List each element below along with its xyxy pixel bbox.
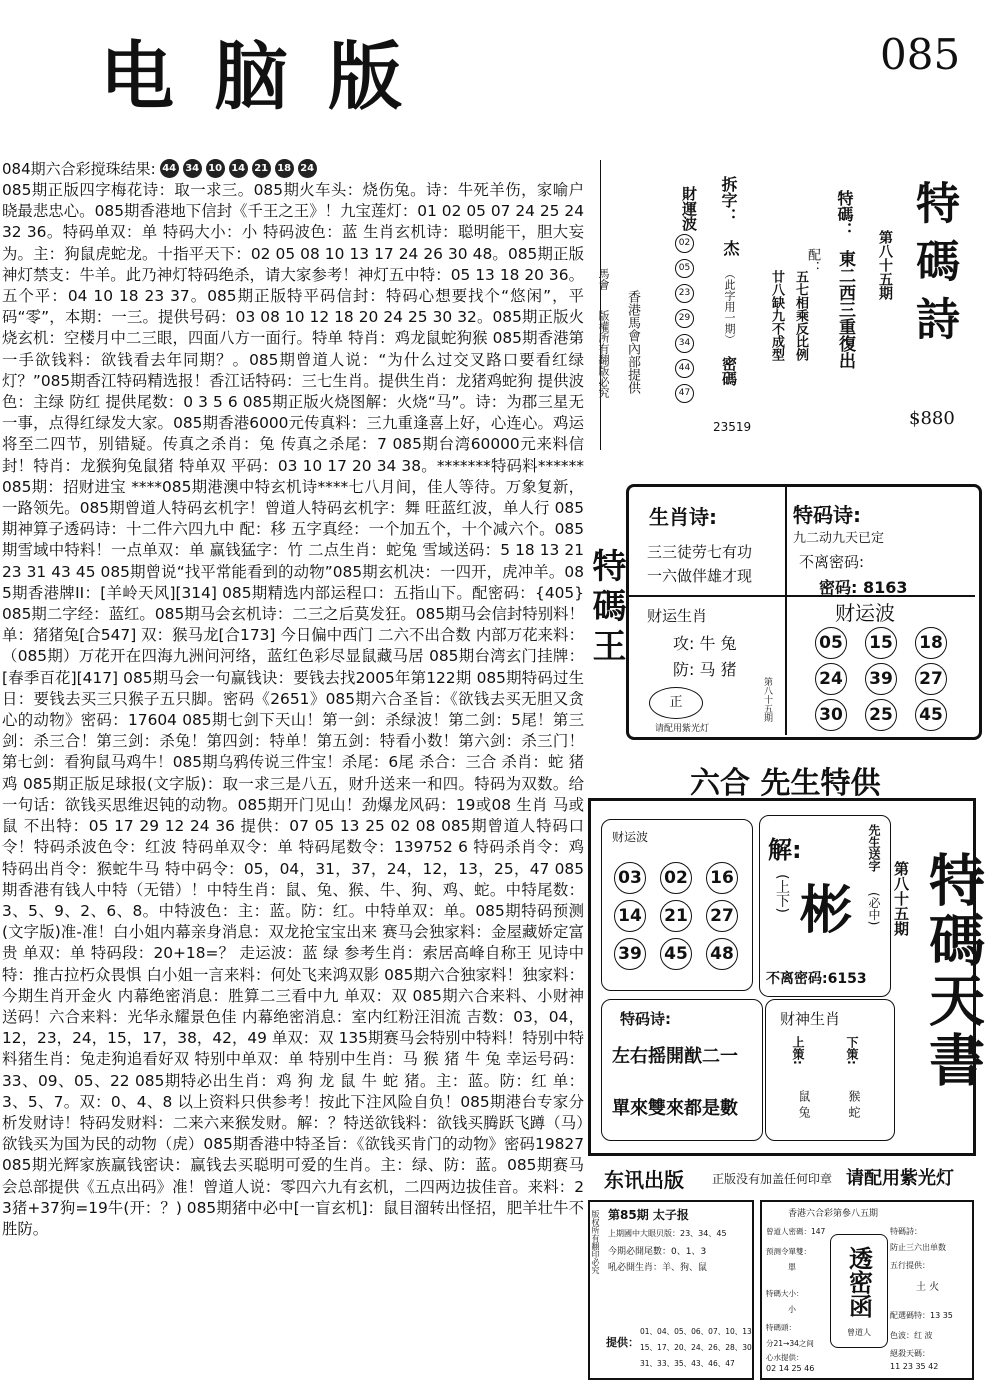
wave-num: 18 xyxy=(915,627,947,659)
shengxiao-line-1: 三三徒劳七有功 xyxy=(647,543,753,561)
liuhe-num: 16 xyxy=(706,862,738,894)
footer-lamp: 请配用紫光灯 xyxy=(846,1168,954,1189)
result-ball: 10 xyxy=(206,159,225,178)
touming-r1: 特碼詩： xyxy=(890,1227,922,1236)
result-ball: 21 xyxy=(252,159,271,178)
wave-num: 15 xyxy=(865,627,897,659)
touming-l1: 曾道人密碼：147 xyxy=(766,1227,826,1236)
wealth-num: 02 xyxy=(675,234,694,253)
footer-notice: 正版没有加盖任何印章 xyxy=(712,1172,833,1186)
pei-text-2: 廿八缺九不成型 xyxy=(769,270,784,361)
temawang-side-title: 特碼王 xyxy=(586,548,626,668)
liuhe-poem-line-1: 左右摇開猷二一 xyxy=(612,1046,738,1067)
liuhe-banner: 六合 先生特供 xyxy=(690,766,881,801)
fortune-defend: 防: 马 猪 xyxy=(673,660,737,679)
jie-note: (上下) xyxy=(774,874,790,913)
wealth-nums xyxy=(675,234,699,403)
shengxiao-line-2: 一六做伴雄才现 xyxy=(647,567,753,585)
liuhe-num: 48 xyxy=(706,938,738,970)
wealth-num: 23 xyxy=(675,284,694,303)
tema-label: 特碼： xyxy=(835,190,854,238)
wave-num: 27 xyxy=(915,663,947,695)
jie-label: 解: xyxy=(768,836,802,864)
touming-l3: 特碼大小： xyxy=(766,1289,804,1298)
liuhe-big-title: 特碼天書 xyxy=(920,851,986,1091)
touming-l6: 心水提供： xyxy=(766,1353,804,1362)
poem-title: 特碼詩 xyxy=(908,180,959,354)
seal xyxy=(649,687,703,719)
wave-title: 财运波 xyxy=(835,601,895,625)
result-ball: 18 xyxy=(275,159,294,178)
provider-text: 香港馬會內部提供 xyxy=(625,290,640,394)
wave-num: 30 xyxy=(815,699,847,731)
wealth-num: 29 xyxy=(675,309,694,328)
touming-l2v: 單 xyxy=(788,1263,796,1272)
wave-num: 24 xyxy=(815,663,847,695)
tema-line-2: 不离密码: xyxy=(799,553,865,571)
touming-r6: 絕殺天碼： xyxy=(890,1349,930,1358)
pei-text-1: 五七相乘反比例 xyxy=(793,270,808,361)
shengxiao-panel xyxy=(629,487,787,597)
touming-l5: 分21→34之间 xyxy=(766,1339,814,1348)
liuhe-num: 03 xyxy=(614,862,646,894)
must-label: (必中) xyxy=(867,892,881,926)
touming-r3: 五行提供： xyxy=(890,1261,930,1270)
chaizi-label: 拆字： xyxy=(719,176,738,224)
liuhe-num: 27 xyxy=(706,900,738,932)
wave-num: 45 xyxy=(915,699,947,731)
liuhe-wealth-label: 财运波 xyxy=(612,830,649,844)
liuhe-num: 39 xyxy=(614,938,646,970)
chaizi-suffix: 密碼 xyxy=(720,356,738,386)
wave-num: 39 xyxy=(865,663,897,695)
side-mahui: 馬會 xyxy=(597,268,610,290)
temawang-issue: 第八十五期 xyxy=(762,677,772,722)
result-ball: 34 xyxy=(183,159,202,178)
poem-price: $880 xyxy=(909,408,955,429)
touming-r6v: 11 23 35 42 xyxy=(890,1362,939,1371)
god-title: 财神生肖 xyxy=(780,1010,841,1028)
touming-r3v: 土 火 xyxy=(916,1282,940,1293)
fortune-title: 财运生肖 xyxy=(647,607,708,625)
publisher: 东讯出版 xyxy=(604,1168,684,1192)
liuhe-num: 21 xyxy=(660,900,692,932)
temawang-note: 请配用紫光灯 xyxy=(655,724,710,734)
touming-box xyxy=(760,1200,974,1380)
touming-l2: 预测令單雙： xyxy=(766,1247,811,1256)
jie-panel xyxy=(759,815,891,997)
wealth-num: 47 xyxy=(675,384,694,403)
chaizi-char: 杰 xyxy=(721,240,740,256)
poem-code: 23519 xyxy=(713,420,752,434)
issue-number: 085 xyxy=(880,30,961,79)
result-ball: 14 xyxy=(229,159,248,178)
wealth-num: 44 xyxy=(675,359,694,378)
touming-r5: 色波：红 波 xyxy=(890,1331,933,1340)
tema-line-1: 九二动九天已定 xyxy=(793,531,885,546)
touming-l6v: 02 14 25 46 xyxy=(766,1364,815,1373)
touming-header: 香港六合彩第參八五期 xyxy=(788,1209,879,1219)
liuhe-num: 45 xyxy=(660,938,692,970)
liuhe-issue: 第八十五期 xyxy=(892,861,910,936)
touming-l4: 特碼頭： xyxy=(766,1323,796,1332)
taizi-line-1: 上期國中大眼贝版：23、34、45 xyxy=(608,1229,727,1238)
poem-box xyxy=(597,160,973,450)
wave-num: 25 xyxy=(865,699,897,731)
temawang-box xyxy=(626,484,982,740)
seal-text: 正 xyxy=(669,695,683,710)
taizi-nums-2: 15、17、20、24、26、28、30 xyxy=(640,1343,752,1352)
taizi-box xyxy=(588,1200,754,1380)
tema-title: 特码诗: xyxy=(793,503,861,527)
shengxiao-title: 生肖诗: xyxy=(649,505,717,529)
result-ball: 44 xyxy=(160,159,179,178)
wealth-wave-label: 財運波 xyxy=(680,186,698,231)
chaizi-note: （此字用一期） xyxy=(723,268,736,345)
upper-label: 上策: xyxy=(791,1036,805,1065)
taizi-line-3: 吼必開生肖：羊、狗、鼠 xyxy=(608,1263,708,1273)
tema-text: 東二西三重復出 xyxy=(835,250,855,369)
liuhe-poem-line-2: 單來雙來都是數 xyxy=(612,1098,738,1119)
liuhe-poem-title: 特码诗: xyxy=(620,1010,671,1028)
lower-label: 下策: xyxy=(845,1036,859,1065)
liuhe-poem-panel xyxy=(601,999,763,1141)
teacher-label: 先生送字 xyxy=(867,824,881,872)
jie-char: 彬 xyxy=(800,880,853,941)
touming-center xyxy=(830,1234,888,1348)
taizi-nums-3: 31、33、35、43、46、47 xyxy=(640,1359,735,1368)
liuhe-num-grid xyxy=(614,862,752,970)
liuhe-code: 不离密码:6153 xyxy=(766,971,867,987)
taizi-line-2: 今期必開尾數：0、1、3 xyxy=(608,1247,707,1257)
main-text: 085期正版四字梅花诗：取一求三。085期火车头：烧伤兔。诗：牛死羊伤，家喻户晓最悲忠心。085期香港地下信封《千王之王》！九宝莲灯：01 02 05 07 24 25 24 32 36。特码单双：单 特码大小：小 特码波色：蓝 生肖玄机诗：聪明能干，胆大妄为。主：狗鼠虎蛇龙。十指平天下：02 05 08 10 13 17 24 26 30 48。085期正版神灯禁支：牛羊。此乃神灯特码绝杀，请大家参考！神灯五中特：05 13 18 20 36。五个平：04 10 18 23 37。085期正版特平码信封：特码心想要找个“悠闲”，平码“零”，本期：一三。提供号码：03 08 10 12 18 20 24 25 30 32。085期正版火烧玄机：空楼月中二三眼，四面八方一面行。特单 特肖：鸡龙鼠蛇狗猴 085期香港第一手欲钱料：欲钱看去年同期？。085期曾道人说：“为什么过交叉路口要看红绿灯？”085期香江特码精选报！香江话特码：三七生肖。提供生肖：龙猪鸡蛇狗 提供波色：主绿 防红 提供尾数：0 3 5 6 085期正版火烧图解：火烧“马”。诗：为郡三星无一事，点得红绿发大家。085期香港6000元传真料：三九重逢喜上好，心连心。鸡运将至二四节，别错疑。传真之杀肖：兔 传真之杀尾：7 085期台湾60000元来料信封！特肖：龙猴狗兔鼠猪 特单双 平码：03 10 17 20 34 38。*******特码料******085期：招财进宝 ****085期港澳中特玄机诗****七八月间，佳人等待。万象复新，一路领先。085期曾道人特码玄机字！曾道人特码玄机字：舞 旺蓝红波，单人行 085期神算子透码诗：十二件六四九中 配：移 五字真经：一个加五个，十个减六个。085期雪域中特料！一点单双：单 赢钱猛字：竹 二点生肖：蛇兔 雪域送码：5 18 13 21 23 31 43 45 085期曾说“找平常能看到的动物”085期玄机决：一四开，虎冲羊。085期香港牌II：[羊岭天风][314] 085期精选内部运程口：五指山下。配密码：{405} 085期二字经：蓝红。085期马会玄机诗：二三之后莫发狂。085期马会信封特别料！单：猪猪兔[合547] 双：猴马龙[合173] 今日偏中西门 二六不出合数 内部万花来料：（085期）万花开在四海九洲问河络，蓝红色彩尽显鼠藏马居 085期台湾玄门挂牌：[春季百花][417] 085期马会一句赢钱诀：要钱去找2005年第122期 085期特码过生日：要钱去买三只猴子五只脚。密码《2651》085期六合圣旨：《欲钱去买无胆又贪心的动物》密码：17604 085期七剑下天山！第一剑：杀绿波！第二剑：5尾！第三剑：杀三合！第三剑：杀兔！第四剑：特单！第五剑：特看小数！第六剑：杀三门！第七剑：看狗鼠马鸡牛！085期乌鸦传说三件宝！杀尾：6尾 杀合：三合 杀肖：蛇 猪 鸡 085期正版足球报(文字版)：取一求三是八五，财升送来一和四。特码为双数。给一句话：欲钱买思维迟钝的动物。085期开门见山！劲爆龙风码：19或08 生肖 马或鼠 不出特：05 17 29 12 24 36 提供：07 05 13 25 02 08 085期曾道人特码口令！特码杀波色令：红波 特码单双令：单 特码尾数令：139752 6 特码杀肖令：鸡 特码出肖令：猴蛇牛马 特中码令：05，04，31，37，24，12，13，25，47 085期香港有钱人中特（无错）！中特生肖：鼠、兔、猴、牛、狗、鸡、蛇。中特尾数：3、5、9、2、6、8。中特波色：主：蓝。防：红。中特单双：单。085期特码预测(文字版)准-准！白小姐内幕亲身消息：双龙抢宝宝出来 赛马会独家料：金屋藏娇定富贵 单双：单 特码段：20+18=？ 走运波：蓝 绿 参考生肖：索居高峰自称王 见诗中特：推古拉朽众畏惧 白小姐一言来料：何处飞来鸿双影 085期六合独家料！独家料：今期生肖开金火 内幕绝密消息：胜算二三看中九 单双：双 085期六合来料、小财神送码！六合来料：光华永耀景色佳 内幕绝密消息：室内红粉汪泪流 吉数：03，04，12，23，24，15，17，38，42，49 单双：双 135期赛马会特别中特料！特别中特料猪生肖：兔走狗追看好双 特别中单双：单 特别中生肖：马 猴 猪 牛 兔 幸运号码：33、09、05、22 085期特必出生肖：鸡 狗 龙 鼠 牛 蛇 猪。主：蓝。防：红 单：3、5、7。双：0、4、8 以上资料只供参考！按此下注风险自负！085期港台专家分析发财诗！特码发财料：二来六来猴发财。解：？特送欲钱料：欲钱买腾跃飞蹲（马）欲钱买为国为民的动物（虎）085期香港中特圣旨：《欲钱买肯门的动物》密码19827 085期光辉家族赢钱密诀：赢钱去买聪明可爱的生肖。主：绿、防：蓝。085期赛马会总部提供《五点出码》准！曾道人说：零四六九有玄机，二四两边拔佳音。来料：23猪+37狗=19牛(开：？) 085期猪中必中[一盲玄机]：鼠目溜转出怪招，肥羊壮牛不胜防。 xyxy=(2,181,584,1238)
poem-issue: 第八十五期 xyxy=(877,230,893,300)
touming-sub: 曾道人 xyxy=(847,1328,871,1337)
touming-title: 透密函 xyxy=(844,1246,874,1318)
wealth-num: 05 xyxy=(675,259,694,278)
side-copyright: 版權所有翻版必究 xyxy=(597,310,610,398)
tema-code: 密码: 8163 xyxy=(819,578,908,597)
touming-r2: 防止三六出单数 xyxy=(890,1243,946,1252)
fortune-attack: 攻: 牛 兔 xyxy=(673,634,737,653)
fortune-panel xyxy=(629,595,787,735)
liuhe-num: 02 xyxy=(660,862,692,894)
touming-l3v: 小 xyxy=(788,1305,796,1314)
touming-r4: 配選碼特：13 35 xyxy=(890,1311,953,1320)
liuhe-box xyxy=(588,798,986,1156)
result-ball: 24 xyxy=(298,159,317,178)
taizi-title: 第85期 太子报 xyxy=(608,1208,689,1222)
draw-results xyxy=(2,158,562,179)
liuhe-wealth-panel xyxy=(601,819,753,991)
wave-num: 05 xyxy=(815,627,847,659)
pei-label: 配： xyxy=(805,248,820,274)
lower-vals: 猴 蛇 xyxy=(847,1090,861,1118)
upper-vals: 鼠 兔 xyxy=(797,1090,811,1118)
page-title: 电脑版 xyxy=(100,34,442,120)
liuhe-num: 14 xyxy=(614,900,646,932)
tema-panel xyxy=(785,487,975,597)
wealth-num: 34 xyxy=(675,334,694,353)
wave-grid xyxy=(815,627,965,731)
god-panel xyxy=(765,999,895,1141)
taizi-provide-label: 提供： xyxy=(606,1336,639,1349)
results-label: 084期六合彩搅珠结果: xyxy=(2,160,156,178)
taizi-nums-1: 01、04、05、06、07、10、13 xyxy=(640,1327,752,1336)
taizi-side: 版权所有翻印必究 xyxy=(591,1210,600,1274)
